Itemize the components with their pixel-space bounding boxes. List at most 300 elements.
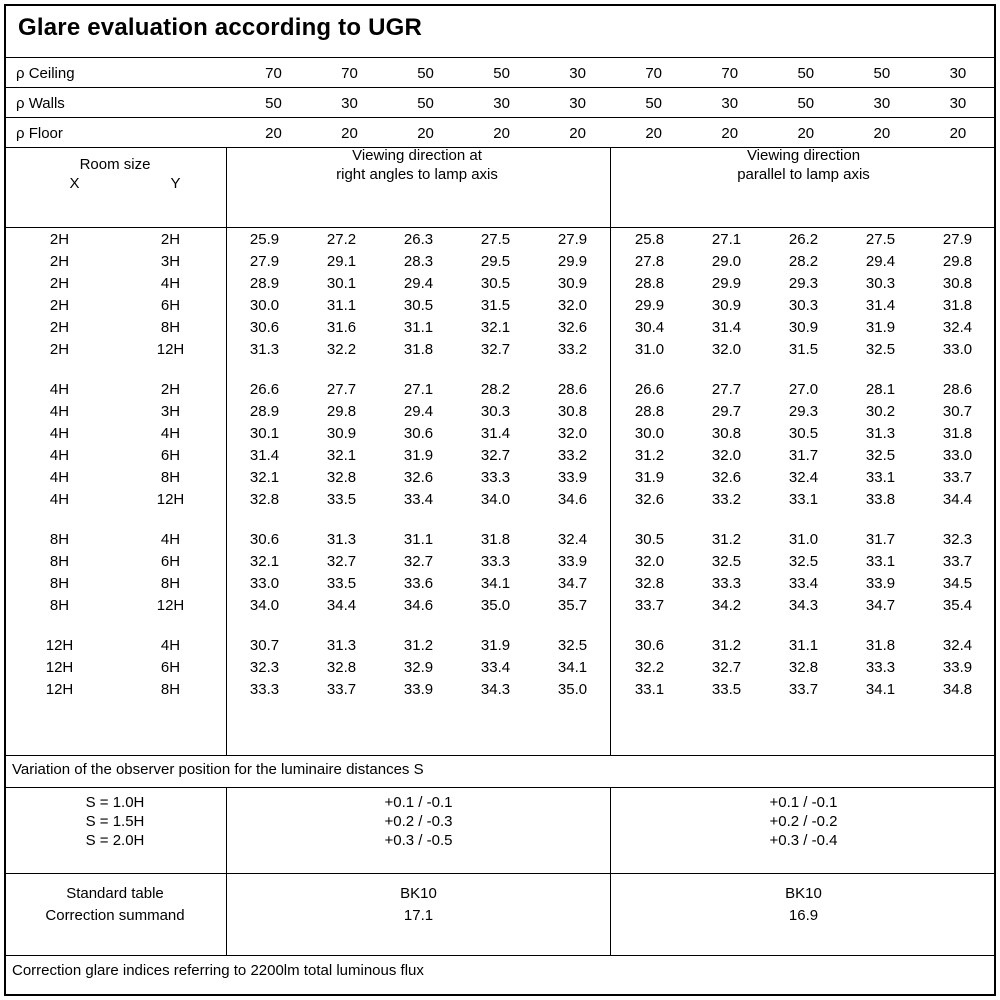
table-row: [4, 250, 996, 272]
ugr-value-cell: 27.5: [865, 230, 896, 248]
ugr-value-cell: 34.1: [480, 574, 511, 592]
table-row: [4, 831, 996, 850]
ugr-value-cell: 32.6: [711, 468, 742, 486]
ugr-value-cell: 34.4: [942, 490, 973, 508]
viewing-direction-left-line1: Viewing direction at: [352, 147, 482, 164]
ugr-value-cell: 34.0: [249, 596, 280, 614]
ugr-value-cell: 32.0: [711, 340, 742, 358]
ugr-value-cell: 31.8: [480, 530, 511, 548]
ugr-value-cell: 32.8: [788, 658, 819, 676]
correction-summand-label: Correction summand: [45, 906, 185, 924]
ugr-value-cell: 33.2: [557, 340, 588, 358]
ugr-value-cell: 34.1: [557, 658, 588, 676]
rho-walls-label: ρ Walls: [16, 94, 65, 112]
ugr-value-cell: 31.2: [711, 530, 742, 548]
ugr-value-cell: 31.3: [326, 636, 357, 654]
viewing-direction-right-line1: Viewing direction: [746, 147, 861, 164]
room-size-y-value: 2H: [160, 380, 181, 398]
ugr-value-cell: 33.2: [557, 446, 588, 464]
rho-ceiling-value: 70: [265, 64, 282, 82]
ugr-value-cell: 31.1: [788, 636, 819, 654]
table-row: [4, 488, 996, 510]
divider-variation: [4, 873, 996, 874]
ugr-value-cell: 31.2: [711, 636, 742, 654]
ugr-value-cell: 33.2: [711, 490, 742, 508]
room-size-x-value: 4H: [49, 424, 70, 442]
ugr-value-cell: 33.3: [480, 552, 511, 570]
table-row: [4, 678, 996, 700]
rho-walls-value: 30: [949, 94, 967, 112]
variation-right-value: +0.2 / -0.2: [769, 813, 838, 830]
ugr-value-cell: 29.0: [711, 252, 742, 270]
ugr-value-cell: 29.9: [557, 252, 588, 270]
room-size-x-value: 4H: [49, 402, 70, 420]
room-size-y-value: 12H: [156, 340, 185, 358]
ugr-value-cell: 32.7: [480, 340, 511, 358]
table-row: [4, 316, 996, 338]
room-size-x-value: 8H: [49, 574, 70, 592]
room-size-x-value: 4H: [49, 468, 70, 486]
ugr-value-cell: 31.6: [326, 318, 357, 336]
ugr-value-cell: 31.4: [249, 446, 280, 464]
table-row: [4, 88, 996, 118]
ugr-value-cell: 27.2: [326, 230, 357, 248]
room-size-x-value: 4H: [49, 446, 70, 464]
standard-table-summary: [4, 882, 996, 926]
table-row: [4, 634, 996, 656]
ugr-value-cell: 31.8: [942, 296, 973, 314]
variation-label: S = 1.0H: [85, 794, 145, 811]
rho-walls-value: 30: [873, 94, 891, 112]
ugr-value-cell: 27.5: [480, 230, 511, 248]
rho-floor-value: 20: [341, 124, 358, 142]
room-size-y-value: 8H: [160, 574, 181, 592]
ugr-value-cell: 31.9: [480, 636, 511, 654]
rho-floor-value: 20: [645, 124, 663, 142]
ugr-value-cell: 29.5: [480, 252, 511, 270]
ugr-value-cell: 30.6: [249, 530, 280, 548]
ugr-value-cell: 32.6: [557, 318, 588, 336]
ugr-value-cell: 29.4: [865, 252, 896, 270]
ugr-value-cell: 28.3: [403, 252, 434, 270]
standard-table-left-value: BK10: [400, 884, 437, 902]
ugr-value-cell: 34.3: [480, 680, 511, 698]
rho-floor-value: 20: [493, 124, 510, 142]
table-row: [4, 228, 996, 250]
ugr-value-cell: 32.4: [557, 530, 588, 548]
room-size-header: [4, 155, 226, 193]
ugr-value-cell: 32.6: [403, 468, 434, 486]
ugr-value-cell: 32.2: [634, 658, 665, 676]
spacer-cell: [4, 360, 996, 378]
ugr-value-cell: 29.8: [326, 402, 357, 420]
table-row: [4, 466, 996, 488]
ugr-value-cell: 28.1: [865, 380, 896, 398]
ugr-value-cell: 30.6: [634, 636, 665, 654]
ugr-value-cell: 35.0: [557, 680, 588, 698]
table-row-spacer: [4, 616, 996, 634]
rho-ceiling-value: 70: [721, 64, 739, 82]
ugr-value-cell: 27.7: [711, 380, 742, 398]
ugr-value-cell: 32.5: [865, 340, 896, 358]
rho-floor-value: 20: [265, 124, 282, 142]
ugr-value-cell: 32.4: [942, 636, 973, 654]
ugr-value-cell: 32.4: [942, 318, 973, 336]
rho-ceiling-value: 50: [873, 64, 891, 82]
ugr-value-cell: 30.7: [942, 402, 973, 420]
ugr-value-cell: 33.4: [403, 490, 434, 508]
ugr-value-cell: 33.4: [480, 658, 511, 676]
viewing-direction-right-line2: parallel to lamp axis: [737, 166, 870, 183]
room-size-y-value: 6H: [160, 296, 181, 314]
ugr-value-cell: 30.5: [634, 530, 665, 548]
variation-right-value: +0.3 / -0.4: [769, 832, 838, 849]
ugr-value-cell: 32.1: [249, 552, 280, 570]
ugr-value-cell: 33.4: [788, 574, 819, 592]
table-row-spacer: [4, 360, 996, 378]
divider-variation-note: [4, 787, 996, 788]
correction-summand-right-value: 16.9: [788, 906, 819, 924]
rho-ceiling-value: 30: [569, 64, 586, 82]
ugr-value-cell: 31.8: [865, 636, 896, 654]
table-row: [4, 812, 996, 831]
ugr-value-cell: 32.0: [634, 552, 665, 570]
ugr-value-cell: 32.1: [480, 318, 511, 336]
ugr-value-cell: 31.9: [865, 318, 896, 336]
ugr-value-cell: 30.5: [480, 274, 511, 292]
table-row: [4, 58, 996, 88]
ugr-value-cell: 26.6: [249, 380, 280, 398]
ugr-value-cell: 29.9: [634, 296, 665, 314]
ugr-value-cell: 29.4: [403, 402, 434, 420]
ugr-value-cell: 27.0: [788, 380, 819, 398]
ugr-value-cell: 32.0: [557, 296, 588, 314]
ugr-value-cell: 31.7: [788, 446, 819, 464]
ugr-value-cell: 33.3: [711, 574, 742, 592]
ugr-value-cell: 32.5: [557, 636, 588, 654]
room-size-x-value: 8H: [49, 530, 70, 548]
ugr-value-cell: 30.1: [326, 274, 357, 292]
ugr-value-cell: 34.2: [711, 596, 742, 614]
room-size-y-label: Y: [170, 175, 181, 192]
ugr-value-cell: 33.1: [865, 468, 896, 486]
table-row: [4, 550, 996, 572]
room-size-x-value: 12H: [45, 636, 74, 654]
ugr-value-cell: 30.0: [249, 296, 280, 314]
ugr-value-cell: 30.2: [865, 402, 896, 420]
ugr-value-cell: 33.5: [326, 490, 357, 508]
ugr-value-cell: 32.3: [249, 658, 280, 676]
ugr-value-cell: 32.6: [634, 490, 665, 508]
room-size-title: Room size: [79, 156, 151, 173]
ugr-value-cell: 26.3: [403, 230, 434, 248]
ugr-value-cell: 32.5: [865, 446, 896, 464]
ugr-value-cell: 30.1: [249, 424, 280, 442]
variation-left-value: +0.3 / -0.5: [384, 832, 453, 849]
ugr-value-cell: 33.0: [942, 446, 973, 464]
room-size-x-label: X: [69, 175, 80, 192]
rho-ceiling-value: 70: [645, 64, 663, 82]
ugr-value-cell: 31.2: [634, 446, 665, 464]
ugr-value-cell: 32.8: [249, 490, 280, 508]
ugr-value-cell: 28.6: [942, 380, 973, 398]
room-size-y-value: 8H: [160, 680, 181, 698]
ugr-value-cell: 30.4: [634, 318, 665, 336]
ugr-value-cell: 30.8: [942, 274, 973, 292]
ugr-value-cell: 32.5: [788, 552, 819, 570]
ugr-value-cell: 29.8: [942, 252, 973, 270]
room-size-y-value: 8H: [160, 468, 181, 486]
ugr-value-cell: 31.4: [865, 296, 896, 314]
ugr-value-cell: 31.0: [788, 530, 819, 548]
ugr-value-cell: 30.6: [403, 424, 434, 442]
ugr-value-cell: 32.8: [634, 574, 665, 592]
ugr-value-cell: 31.1: [403, 318, 434, 336]
ugr-value-cell: 33.3: [865, 658, 896, 676]
ugr-value-cell: 33.5: [326, 574, 357, 592]
page-title: Glare evaluation according to UGR: [18, 14, 423, 41]
ugr-value-cell: 33.3: [249, 680, 280, 698]
table-row: [4, 656, 996, 678]
ugr-value-cell: 27.7: [326, 380, 357, 398]
rho-walls-value: 30: [721, 94, 739, 112]
ugr-value-cell: 33.9: [403, 680, 434, 698]
ugr-value-cell: 31.8: [403, 340, 434, 358]
room-size-x-value: 2H: [49, 318, 70, 336]
ugr-value-cell: 28.9: [249, 274, 280, 292]
correction-summand-left-value: 17.1: [403, 906, 434, 924]
room-size-x-value: 8H: [49, 596, 70, 614]
ugr-value-cell: 35.0: [480, 596, 511, 614]
ugr-value-cell: 31.7: [865, 530, 896, 548]
ugr-value-cell: 29.4: [403, 274, 434, 292]
ugr-value-cell: 28.2: [480, 380, 511, 398]
ugr-value-cell: 33.7: [634, 596, 665, 614]
ugr-value-cell: 32.9: [403, 658, 434, 676]
ugr-value-cell: 34.6: [557, 490, 588, 508]
ugr-value-cell: 30.9: [788, 318, 819, 336]
ugr-value-cell: 31.3: [326, 530, 357, 548]
ugr-value-cell: 26.2: [788, 230, 819, 248]
ugr-value-cell: 33.1: [788, 490, 819, 508]
ugr-value-cell: 30.3: [480, 402, 511, 420]
room-size-x-value: 2H: [49, 230, 70, 248]
table-row: [4, 378, 996, 400]
ugr-value-cell: 32.3: [942, 530, 973, 548]
table-row: [4, 793, 996, 812]
ugr-value-cell: 34.3: [788, 596, 819, 614]
ugr-value-cell: 27.1: [403, 380, 434, 398]
ugr-value-cell: 30.5: [788, 424, 819, 442]
ugr-value-cell: 32.0: [711, 446, 742, 464]
table-row: [4, 904, 996, 926]
ugr-value-cell: 31.4: [480, 424, 511, 442]
ugr-value-cell: 32.7: [403, 552, 434, 570]
ugr-value-cell: 34.8: [942, 680, 973, 698]
ugr-value-cell: 33.7: [788, 680, 819, 698]
ugr-value-cell: 25.9: [249, 230, 280, 248]
ugr-value-cell: 32.2: [326, 340, 357, 358]
ugr-value-cell: 30.8: [557, 402, 588, 420]
room-size-y-value: 3H: [160, 252, 181, 270]
ugr-value-cell: 28.8: [634, 402, 665, 420]
room-size-x-value: 2H: [49, 252, 70, 270]
rho-ceiling-label: ρ Ceiling: [16, 64, 75, 82]
room-size-x-value: 8H: [49, 552, 70, 570]
table-row: [4, 594, 996, 616]
room-size-y-value: 6H: [160, 658, 181, 676]
rho-floor-value: 20: [949, 124, 967, 142]
table-row: [4, 294, 996, 316]
rho-ceiling-value: 50: [797, 64, 815, 82]
footer-note: Correction glare indices referring to 2200lm total luminous flux: [12, 962, 424, 979]
ugr-value-cell: 33.1: [634, 680, 665, 698]
rho-walls-value: 30: [493, 94, 510, 112]
rho-ceiling-value: 50: [417, 64, 434, 82]
room-size-y-value: 12H: [156, 596, 185, 614]
rho-ceiling-value: 30: [949, 64, 967, 82]
rho-floor-value: 20: [417, 124, 434, 142]
table-row-spacer: [4, 510, 996, 528]
room-size-y-value: 8H: [160, 318, 181, 336]
ugr-value-cell: 31.3: [249, 340, 280, 358]
room-size-y-value: 6H: [160, 552, 181, 570]
ugr-value-cell: 32.7: [326, 552, 357, 570]
ugr-value-cell: 33.7: [942, 552, 973, 570]
ugr-value-cell: 33.7: [326, 680, 357, 698]
table-row: [4, 572, 996, 594]
ugr-value-cell: 31.4: [711, 318, 742, 336]
ugr-value-cell: 34.7: [557, 574, 588, 592]
table-row: [4, 882, 996, 904]
table-row: [4, 422, 996, 444]
ugr-value-cell: 29.7: [711, 402, 742, 420]
rho-floor-value: 20: [721, 124, 739, 142]
rho-ceiling-value: 70: [341, 64, 358, 82]
viewing-direction-left-line2: right angles to lamp axis: [336, 166, 498, 183]
ugr-value-cell: 35.4: [942, 596, 973, 614]
variation-note: Variation of the observer position for the luminaire distances S: [12, 761, 424, 778]
ugr-value-cell: 26.6: [634, 380, 665, 398]
ugr-value-cell: 34.0: [480, 490, 511, 508]
ugr-value-cell: 32.1: [326, 446, 357, 464]
ugr-value-cell: 32.1: [249, 468, 280, 486]
room-size-x-value: 2H: [49, 296, 70, 314]
ugr-value-cell: 30.9: [326, 424, 357, 442]
rho-walls-value: 50: [265, 94, 282, 112]
ugr-value-cell: 31.2: [403, 636, 434, 654]
ugr-value-cell: 32.8: [326, 658, 357, 676]
rho-walls-value: 30: [341, 94, 358, 112]
ugr-value-cell: 31.3: [865, 424, 896, 442]
ugr-value-cell: 32.5: [711, 552, 742, 570]
ugr-value-cell: 25.8: [634, 230, 665, 248]
room-size-x-value: 2H: [49, 340, 70, 358]
room-size-y-value: 4H: [160, 530, 181, 548]
divider-data: [4, 755, 996, 756]
standard-table-label: Standard table: [66, 884, 164, 902]
ugr-value-cell: 33.6: [403, 574, 434, 592]
variation-label: S = 1.5H: [85, 813, 145, 830]
ugr-value-cell: 30.3: [788, 296, 819, 314]
room-size-y-value: 12H: [156, 490, 185, 508]
rho-walls-value: 50: [645, 94, 663, 112]
ugr-value-cell: 27.9: [557, 230, 588, 248]
ugr-value-cell: 28.9: [249, 402, 280, 420]
ugr-value-cell: 27.8: [634, 252, 665, 270]
ugr-value-cell: 30.5: [403, 296, 434, 314]
ugr-value-cell: 33.9: [942, 658, 973, 676]
ugr-value-cell: 27.9: [942, 230, 973, 248]
spacer-cell: [4, 510, 996, 528]
ugr-value-cell: 32.7: [711, 658, 742, 676]
room-size-y-value: 6H: [160, 446, 181, 464]
ugr-value-cell: 27.1: [711, 230, 742, 248]
ugr-value-cell: 29.3: [788, 274, 819, 292]
ugr-value-cell: 33.9: [557, 468, 588, 486]
room-size-y-value: 3H: [160, 402, 181, 420]
divider-standard: [4, 955, 996, 956]
ugr-value-cell: 31.0: [634, 340, 665, 358]
ugr-value-cell: 34.6: [403, 596, 434, 614]
ugr-value-cell: 30.9: [557, 274, 588, 292]
ugr-data-table: [4, 228, 996, 700]
ugr-value-cell: 33.9: [865, 574, 896, 592]
ugr-value-cell: 28.6: [557, 380, 588, 398]
rho-floor-label: ρ Floor: [16, 124, 63, 142]
ugr-value-cell: 31.1: [403, 530, 434, 548]
ugr-value-cell: 31.5: [480, 296, 511, 314]
room-size-x-value: 4H: [49, 490, 70, 508]
variation-right-value: +0.1 / -0.1: [769, 794, 838, 811]
table-row: [4, 528, 996, 550]
ugr-value-cell: 33.8: [865, 490, 896, 508]
rho-ceiling-value: 50: [493, 64, 510, 82]
room-size-x-value: 4H: [49, 380, 70, 398]
room-size-x-value: 2H: [49, 274, 70, 292]
spacer-cell: [4, 616, 996, 634]
viewing-direction-perpendicular-header: [226, 146, 608, 184]
ugr-value-cell: 31.5: [788, 340, 819, 358]
variation-label: S = 2.0H: [85, 832, 145, 849]
reflectance-header-table: [4, 58, 996, 148]
ugr-value-cell: 33.7: [942, 468, 973, 486]
table-row: [4, 444, 996, 466]
ugr-value-cell: 33.0: [249, 574, 280, 592]
table-row: [4, 272, 996, 294]
ugr-value-cell: 33.9: [557, 552, 588, 570]
ugr-value-cell: 33.0: [942, 340, 973, 358]
ugr-value-cell: 27.9: [249, 252, 280, 270]
variation-left-value: +0.2 / -0.3: [384, 813, 453, 830]
rho-walls-value: 50: [417, 94, 434, 112]
rho-floor-value: 20: [569, 124, 586, 142]
table-row: [4, 118, 996, 148]
ugr-value-cell: 29.1: [326, 252, 357, 270]
table-row: [4, 400, 996, 422]
ugr-value-cell: 33.1: [865, 552, 896, 570]
ugr-value-cell: 32.0: [557, 424, 588, 442]
ugr-value-cell: 31.9: [403, 446, 434, 464]
table-row: [4, 338, 996, 360]
ugr-value-cell: 30.7: [249, 636, 280, 654]
ugr-value-cell: 30.8: [711, 424, 742, 442]
ugr-value-cell: 34.1: [865, 680, 896, 698]
room-size-x-value: 12H: [45, 680, 74, 698]
rho-walls-value: 30: [569, 94, 586, 112]
ugr-value-cell: 30.9: [711, 296, 742, 314]
ugr-value-cell: 31.8: [942, 424, 973, 442]
